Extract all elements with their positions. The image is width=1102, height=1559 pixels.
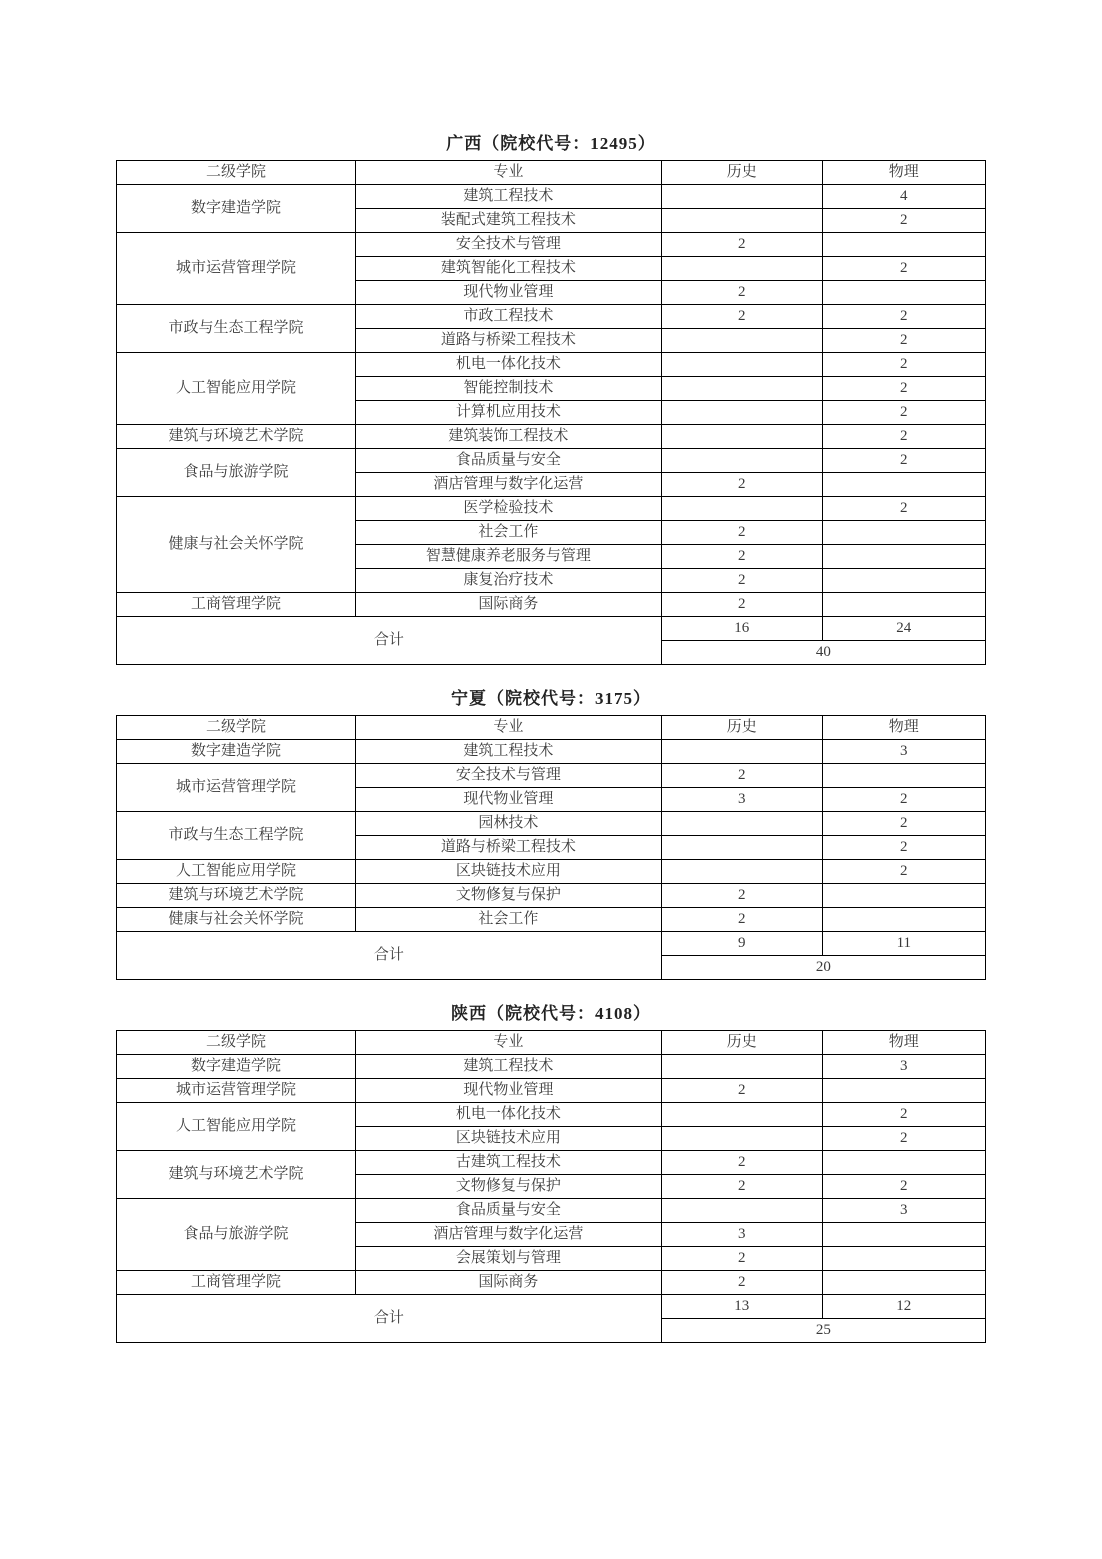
tables-container xyxy=(116,133,986,1343)
history-count-cell: 2 xyxy=(661,305,822,329)
table-row xyxy=(117,353,986,377)
column-header-physics: 物理 xyxy=(822,161,985,185)
table-row xyxy=(117,812,986,836)
history-count-cell: 2 xyxy=(661,764,822,788)
history-count-cell xyxy=(661,257,822,281)
table-row xyxy=(117,449,986,473)
physics-count-cell: 3 xyxy=(822,740,985,764)
college-cell: 数字建造学院 xyxy=(117,740,356,764)
major-cell: 建筑装饰工程技术 xyxy=(355,425,661,449)
total-history-cell: 16 xyxy=(661,617,822,641)
physics-count-cell xyxy=(822,521,985,545)
history-count-cell xyxy=(661,401,822,425)
physics-count-cell xyxy=(822,1223,985,1247)
college-cell: 城市运营管理学院 xyxy=(117,764,356,812)
college-cell: 食品与旅游学院 xyxy=(117,449,356,497)
column-header-major: 专业 xyxy=(355,1031,661,1055)
major-cell: 文物修复与保护 xyxy=(355,1175,661,1199)
major-cell: 建筑工程技术 xyxy=(355,740,661,764)
total-label-cell: 合计 xyxy=(117,932,662,980)
physics-count-cell: 2 xyxy=(822,836,985,860)
major-cell: 酒店管理与数字化运营 xyxy=(355,473,661,497)
history-count-cell: 2 xyxy=(661,1247,822,1271)
table-row xyxy=(117,1079,986,1103)
column-header-history: 历史 xyxy=(661,1031,822,1055)
physics-count-cell xyxy=(822,281,985,305)
table-title: 宁夏（院校代号：3175） xyxy=(451,689,651,708)
physics-count-cell: 2 xyxy=(822,425,985,449)
total-physics-cell: 11 xyxy=(822,932,985,956)
physics-count-cell xyxy=(822,569,985,593)
history-count-cell: 2 xyxy=(661,569,822,593)
total-row xyxy=(117,617,986,641)
college-cell: 建筑与环境艺术学院 xyxy=(117,425,356,449)
total-row xyxy=(117,1295,986,1319)
physics-count-cell: 2 xyxy=(822,209,985,233)
major-cell: 食品质量与安全 xyxy=(355,449,661,473)
college-cell: 数字建造学院 xyxy=(117,185,356,233)
major-cell: 康复治疗技术 xyxy=(355,569,661,593)
major-cell: 机电一体化技术 xyxy=(355,353,661,377)
table-body xyxy=(117,716,986,980)
major-cell: 市政工程技术 xyxy=(355,305,661,329)
major-cell: 道路与桥梁工程技术 xyxy=(355,329,661,353)
column-header-physics: 物理 xyxy=(822,1031,985,1055)
physics-count-cell xyxy=(822,1247,985,1271)
college-cell: 市政与生态工程学院 xyxy=(117,305,356,353)
physics-count-cell: 2 xyxy=(822,449,985,473)
header-row xyxy=(117,1031,986,1055)
physics-count-cell: 2 xyxy=(822,377,985,401)
college-cell: 市政与生态工程学院 xyxy=(117,812,356,860)
table-row xyxy=(117,1151,986,1175)
province-section-1 xyxy=(116,688,986,980)
physics-count-cell: 2 xyxy=(822,329,985,353)
physics-count-cell xyxy=(822,1079,985,1103)
table-row xyxy=(117,1103,986,1127)
history-count-cell: 2 xyxy=(661,473,822,497)
history-count-cell: 2 xyxy=(661,545,822,569)
major-cell: 装配式建筑工程技术 xyxy=(355,209,661,233)
history-count-cell xyxy=(661,1055,822,1079)
major-cell: 食品质量与安全 xyxy=(355,1199,661,1223)
total-history-cell: 13 xyxy=(661,1295,822,1319)
physics-count-cell: 2 xyxy=(822,497,985,521)
history-count-cell: 3 xyxy=(661,1223,822,1247)
physics-count-cell: 2 xyxy=(822,1127,985,1151)
physics-count-cell: 4 xyxy=(822,185,985,209)
major-cell: 区块链技术应用 xyxy=(355,860,661,884)
table-body xyxy=(117,1031,986,1343)
history-count-cell xyxy=(661,1127,822,1151)
physics-count-cell: 2 xyxy=(822,305,985,329)
college-cell: 食品与旅游学院 xyxy=(117,1199,356,1271)
table-body xyxy=(117,161,986,665)
history-count-cell xyxy=(661,860,822,884)
table-row xyxy=(117,1271,986,1295)
table-row xyxy=(117,593,986,617)
history-count-cell xyxy=(661,1199,822,1223)
table-row xyxy=(117,185,986,209)
history-count-cell: 2 xyxy=(661,281,822,305)
column-header-history: 历史 xyxy=(661,716,822,740)
table-row xyxy=(117,884,986,908)
major-cell: 国际商务 xyxy=(355,593,661,617)
physics-count-cell xyxy=(822,593,985,617)
history-count-cell xyxy=(661,836,822,860)
table-row xyxy=(117,860,986,884)
college-cell: 城市运营管理学院 xyxy=(117,233,356,305)
major-cell: 文物修复与保护 xyxy=(355,884,661,908)
physics-count-cell xyxy=(822,908,985,932)
total-physics-cell: 12 xyxy=(822,1295,985,1319)
table-row xyxy=(117,764,986,788)
total-overall-cell: 25 xyxy=(661,1319,985,1343)
history-count-cell xyxy=(661,329,822,353)
physics-count-cell xyxy=(822,233,985,257)
physics-count-cell: 2 xyxy=(822,1103,985,1127)
college-cell: 城市运营管理学院 xyxy=(117,1079,356,1103)
table-title: 陕西（院校代号：4108） xyxy=(451,1004,651,1023)
admission-plan-table xyxy=(116,715,986,980)
column-header-history: 历史 xyxy=(661,161,822,185)
column-header-physics: 物理 xyxy=(822,716,985,740)
history-count-cell xyxy=(661,185,822,209)
table-row xyxy=(117,1199,986,1223)
table-row xyxy=(117,425,986,449)
total-overall-cell: 20 xyxy=(661,956,985,980)
major-cell: 建筑工程技术 xyxy=(355,185,661,209)
history-count-cell xyxy=(661,377,822,401)
major-cell: 酒店管理与数字化运营 xyxy=(355,1223,661,1247)
table-row xyxy=(117,908,986,932)
total-row xyxy=(117,932,986,956)
college-cell: 人工智能应用学院 xyxy=(117,353,356,425)
history-count-cell: 2 xyxy=(661,1079,822,1103)
major-cell: 建筑工程技术 xyxy=(355,1055,661,1079)
physics-count-cell xyxy=(822,1151,985,1175)
physics-count-cell xyxy=(822,545,985,569)
history-count-cell xyxy=(661,209,822,233)
history-count-cell: 3 xyxy=(661,788,822,812)
history-count-cell xyxy=(661,812,822,836)
college-cell: 工商管理学院 xyxy=(117,1271,356,1295)
total-label-cell: 合计 xyxy=(117,617,662,665)
history-count-cell xyxy=(661,425,822,449)
column-header-major: 专业 xyxy=(355,161,661,185)
history-count-cell: 2 xyxy=(661,1151,822,1175)
major-cell: 现代物业管理 xyxy=(355,1079,661,1103)
physics-count-cell: 2 xyxy=(822,257,985,281)
history-count-cell: 2 xyxy=(661,1271,822,1295)
admission-plan-table xyxy=(116,1030,986,1343)
history-count-cell xyxy=(661,497,822,521)
table-row xyxy=(117,497,986,521)
physics-count-cell xyxy=(822,1271,985,1295)
total-label-cell: 合计 xyxy=(117,1295,662,1343)
major-cell: 现代物业管理 xyxy=(355,281,661,305)
table-title: 广西（院校代号：12495） xyxy=(446,134,656,153)
table-row xyxy=(117,1055,986,1079)
total-physics-cell: 24 xyxy=(822,617,985,641)
province-section-2 xyxy=(116,1003,986,1343)
header-row xyxy=(117,161,986,185)
table-row xyxy=(117,740,986,764)
major-cell: 建筑智能化工程技术 xyxy=(355,257,661,281)
history-count-cell: 2 xyxy=(661,884,822,908)
column-header-college: 二级学院 xyxy=(117,1031,356,1055)
college-cell: 数字建造学院 xyxy=(117,1055,356,1079)
major-cell: 社会工作 xyxy=(355,521,661,545)
total-overall-cell: 40 xyxy=(661,641,985,665)
physics-count-cell: 2 xyxy=(822,353,985,377)
history-count-cell: 2 xyxy=(661,233,822,257)
physics-count-cell: 2 xyxy=(822,401,985,425)
major-cell: 计算机应用技术 xyxy=(355,401,661,425)
major-cell: 现代物业管理 xyxy=(355,788,661,812)
major-cell: 智慧健康养老服务与管理 xyxy=(355,545,661,569)
history-count-cell: 2 xyxy=(661,593,822,617)
column-header-college: 二级学院 xyxy=(117,716,356,740)
major-cell: 道路与桥梁工程技术 xyxy=(355,836,661,860)
province-section-0 xyxy=(116,133,986,665)
table-row xyxy=(117,233,986,257)
major-cell: 古建筑工程技术 xyxy=(355,1151,661,1175)
college-cell: 健康与社会关怀学院 xyxy=(117,497,356,593)
physics-count-cell: 2 xyxy=(822,860,985,884)
history-count-cell: 2 xyxy=(661,908,822,932)
history-count-cell xyxy=(661,353,822,377)
physics-count-cell xyxy=(822,884,985,908)
total-history-cell: 9 xyxy=(661,932,822,956)
major-cell: 区块链技术应用 xyxy=(355,1127,661,1151)
header-row xyxy=(117,716,986,740)
college-cell: 健康与社会关怀学院 xyxy=(117,908,356,932)
college-cell: 人工智能应用学院 xyxy=(117,1103,356,1151)
physics-count-cell: 3 xyxy=(822,1055,985,1079)
major-cell: 机电一体化技术 xyxy=(355,1103,661,1127)
physics-count-cell: 2 xyxy=(822,812,985,836)
college-cell: 建筑与环境艺术学院 xyxy=(117,1151,356,1199)
major-cell: 国际商务 xyxy=(355,1271,661,1295)
physics-count-cell: 2 xyxy=(822,788,985,812)
history-count-cell xyxy=(661,449,822,473)
major-cell: 安全技术与管理 xyxy=(355,764,661,788)
physics-count-cell: 3 xyxy=(822,1199,985,1223)
college-cell: 工商管理学院 xyxy=(117,593,356,617)
history-count-cell: 2 xyxy=(661,1175,822,1199)
table-row xyxy=(117,305,986,329)
physics-count-cell xyxy=(822,764,985,788)
history-count-cell: 2 xyxy=(661,521,822,545)
major-cell: 智能控制技术 xyxy=(355,377,661,401)
college-cell: 建筑与环境艺术学院 xyxy=(117,884,356,908)
column-header-college: 二级学院 xyxy=(117,161,356,185)
major-cell: 医学检验技术 xyxy=(355,497,661,521)
physics-count-cell: 2 xyxy=(822,1175,985,1199)
major-cell: 园林技术 xyxy=(355,812,661,836)
major-cell: 安全技术与管理 xyxy=(355,233,661,257)
history-count-cell xyxy=(661,740,822,764)
admission-plan-table xyxy=(116,160,986,665)
college-cell: 人工智能应用学院 xyxy=(117,860,356,884)
history-count-cell xyxy=(661,1103,822,1127)
major-cell: 社会工作 xyxy=(355,908,661,932)
major-cell: 会展策划与管理 xyxy=(355,1247,661,1271)
column-header-major: 专业 xyxy=(355,716,661,740)
physics-count-cell xyxy=(822,473,985,497)
